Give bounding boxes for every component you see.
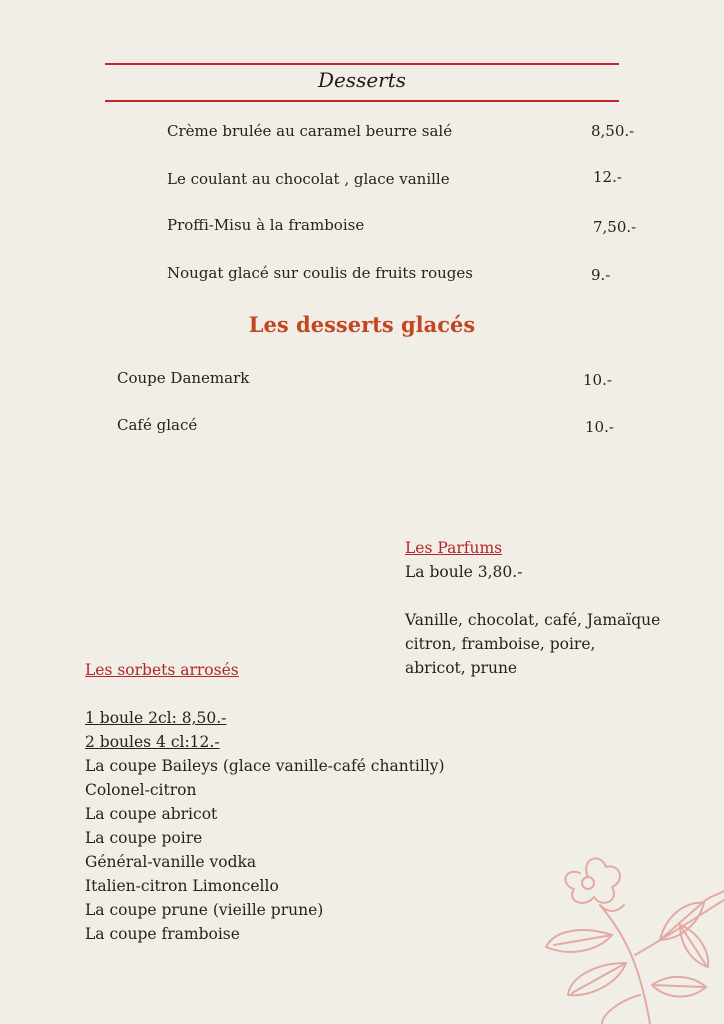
desserts-title: Desserts — [317, 68, 407, 92]
sorbets-block — [85, 658, 445, 946]
sorbets-price-line: 2 boules 4 cl:12.- — [85, 733, 220, 751]
parfums-line: abricot, prune — [405, 659, 518, 677]
sorbet-item: Italien-citron Limoncello — [85, 877, 279, 895]
glace-price: 10.- — [585, 418, 614, 436]
bottom-rule — [105, 100, 619, 102]
dessert-item: Le coulant au chocolat , glace vanille — [167, 170, 450, 188]
parfums-line: citron, framboise, poire, — [405, 635, 596, 653]
parfums-title: Les Parfums — [405, 539, 503, 557]
sorbet-item: La coupe Baileys (glace vanille-café chantilly) — [85, 757, 445, 775]
sorbet-item: Colonel-citron — [85, 781, 197, 799]
sorbet-item: La coupe framboise — [85, 925, 240, 943]
glace-item: Coupe Danemark — [117, 369, 250, 387]
dessert-price: 12.- — [593, 168, 622, 186]
sorbet-item: La coupe abricot — [85, 805, 218, 823]
glace-item: Café glacé — [117, 416, 198, 434]
parfums-price: La boule 3,80.- — [405, 563, 523, 581]
dessert-price: 8,50.- — [591, 122, 635, 140]
sorbet-item: La coupe poire — [85, 829, 203, 847]
top-rule — [105, 63, 619, 65]
sorbet-item: Général-vanille vodka — [85, 853, 257, 871]
parfums-line: Vanille, chocolat, café, Jamaïque — [405, 611, 661, 629]
dessert-price: 9.- — [591, 266, 611, 284]
glace-price: 10.- — [583, 371, 612, 389]
sorbet-item: La coupe prune (vieille prune) — [85, 901, 324, 919]
flower-illustration — [540, 845, 724, 1024]
dessert-item: Proffi-Misu à la framboise — [167, 216, 365, 234]
sorbets-title: Les sorbets arrosés — [85, 661, 239, 679]
sorbets-price-line: 1 boule 2cl: 8,50.- — [85, 709, 227, 727]
dessert-item: Nougat glacé sur coulis de fruits rouges — [167, 264, 473, 282]
dessert-price: 7,50.- — [593, 218, 637, 236]
glaces-title: Les desserts glacés — [248, 312, 476, 337]
dessert-item: Crème brulée au caramel beurre salé — [167, 122, 453, 140]
